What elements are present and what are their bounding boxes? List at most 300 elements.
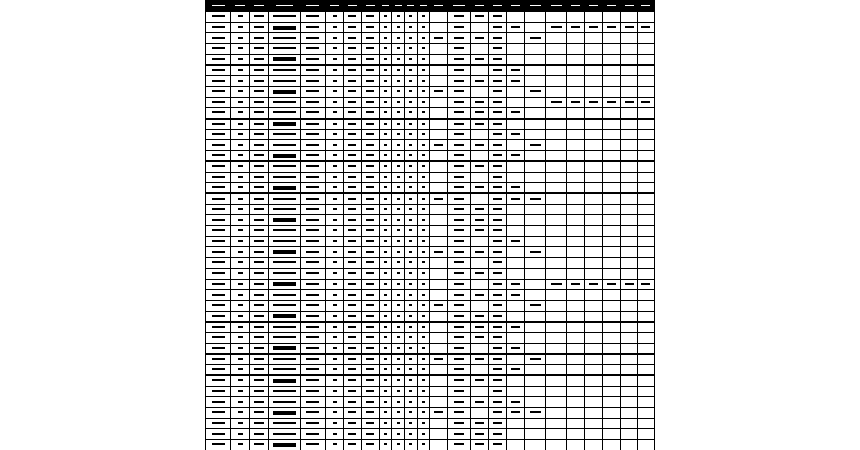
table-cell: [269, 86, 301, 97]
table-cell: [525, 193, 546, 204]
cell-text-mark: [409, 422, 412, 424]
table-cell: [250, 204, 269, 215]
table-cell: [405, 236, 418, 247]
cell-text-mark: [422, 133, 425, 135]
table-cell: [621, 418, 638, 429]
table-cell: [405, 429, 418, 440]
column-header: [471, 1, 489, 12]
table-cell: [405, 97, 418, 108]
cell-text-mark: [306, 69, 319, 71]
table-cell: [206, 193, 231, 204]
cell-text-mark: [348, 411, 356, 413]
cell-text-mark: [333, 347, 337, 349]
cell-text-mark: [384, 90, 387, 92]
table-cell: [344, 183, 362, 194]
table-cell: [621, 151, 638, 162]
cell-text-mark: [409, 326, 412, 328]
table-cell: [471, 140, 489, 151]
cell-text-mark: [384, 47, 387, 49]
cell-text-mark: [511, 401, 520, 403]
table-cell: [379, 65, 392, 76]
table-cell: [392, 311, 405, 322]
table-cell: [525, 397, 546, 408]
cell-text-mark: [333, 315, 337, 317]
cell-text-mark: [571, 283, 580, 285]
table-cell: [637, 54, 654, 65]
table-row: [206, 311, 655, 322]
cell-text-mark: [511, 347, 520, 349]
table-cell: [546, 290, 567, 301]
table-cell: [471, 386, 489, 397]
table-cell: [417, 354, 430, 365]
table-cell: [379, 279, 392, 290]
table-cell: [507, 161, 525, 172]
cell-text-mark: [366, 37, 374, 39]
table-row: [206, 268, 655, 279]
cell-text-mark: [409, 401, 412, 403]
cell-text-mark: [589, 26, 598, 28]
table-cell: [430, 375, 448, 386]
table-cell: [585, 204, 603, 215]
table-cell: [525, 161, 546, 172]
table-cell: [489, 429, 507, 440]
table-cell: [507, 54, 525, 65]
table-cell: [269, 183, 301, 194]
table-cell: [269, 226, 301, 237]
table-cell: [379, 333, 392, 344]
table-cell: [250, 44, 269, 55]
table-cell: [567, 97, 585, 108]
table-cell: [585, 418, 603, 429]
cell-text-mark: [333, 304, 337, 306]
cell-text-mark: [273, 122, 296, 126]
cell-text-mark: [511, 69, 520, 71]
table-cell: [250, 172, 269, 183]
table-cell: [637, 343, 654, 354]
table-cell: [430, 54, 448, 65]
table-cell: [489, 226, 507, 237]
cell-text-mark: [454, 401, 464, 403]
cell-text-mark: [348, 422, 356, 424]
table-cell: [344, 140, 362, 151]
table-cell: [300, 365, 325, 376]
table-cell: [489, 76, 507, 87]
cell-text-mark: [409, 186, 412, 188]
cell-text-mark: [422, 443, 425, 445]
table-cell: [361, 172, 379, 183]
table-cell: [231, 108, 250, 119]
table-cell: [392, 429, 405, 440]
table-cell: [471, 215, 489, 226]
table-cell: [405, 343, 418, 354]
table-cell: [417, 311, 430, 322]
table-cell: [379, 140, 392, 151]
header-text-mark: [511, 5, 520, 7]
table-cell: [603, 429, 621, 440]
table-cell: [405, 54, 418, 65]
table-cell: [525, 183, 546, 194]
table-cell: [525, 408, 546, 419]
table-cell: [567, 322, 585, 333]
cell-text-mark: [348, 58, 356, 60]
table-cell: [417, 247, 430, 258]
cell-text-mark: [348, 368, 356, 370]
cell-text-mark: [511, 80, 520, 82]
cell-text-mark: [333, 240, 337, 242]
cell-text-mark: [384, 208, 387, 210]
cell-text-mark: [306, 219, 319, 221]
table-cell: [250, 429, 269, 440]
table-cell: [361, 279, 379, 290]
cell-text-mark: [333, 219, 337, 221]
cell-text-mark: [273, 165, 296, 167]
table-cell: [525, 290, 546, 301]
table-cell: [621, 226, 638, 237]
table-cell: [430, 86, 448, 97]
cell-text-mark: [493, 69, 502, 71]
cell-text-mark: [306, 390, 319, 392]
table-cell: [585, 354, 603, 365]
table-cell: [361, 76, 379, 87]
table-cell: [585, 311, 603, 322]
cell-text-mark: [511, 198, 520, 200]
cell-text-mark: [409, 368, 412, 370]
table-cell: [326, 343, 344, 354]
cell-text-mark: [409, 111, 412, 113]
cell-text-mark: [384, 433, 387, 435]
table-cell: [430, 129, 448, 140]
cell-text-mark: [366, 443, 374, 445]
table-cell: [585, 65, 603, 76]
table-cell: [546, 375, 567, 386]
cell-text-mark: [454, 111, 464, 113]
cell-text-mark: [475, 37, 484, 39]
cell-text-mark: [306, 379, 319, 381]
table-cell: [471, 333, 489, 344]
table-cell: [585, 22, 603, 33]
cell-text-mark: [254, 58, 264, 60]
table-cell: [603, 97, 621, 108]
cell-text-mark: [397, 390, 400, 392]
table-cell: [392, 354, 405, 365]
cell-text-mark: [397, 133, 400, 135]
table-row: [206, 408, 655, 419]
cell-text-mark: [306, 101, 319, 103]
header-text-mark: [395, 5, 402, 7]
table-cell: [344, 22, 362, 33]
cell-text-mark: [273, 346, 296, 350]
cell-text-mark: [409, 443, 412, 445]
cell-text-mark: [306, 251, 319, 253]
table-cell: [361, 365, 379, 376]
table-cell: [326, 268, 344, 279]
table-cell: [489, 236, 507, 247]
table-cell: [326, 429, 344, 440]
table-cell: [379, 204, 392, 215]
table-cell: [300, 172, 325, 183]
cell-text-mark: [333, 26, 337, 28]
cell-text-mark: [475, 336, 484, 338]
table-cell: [405, 140, 418, 151]
cell-text-mark: [238, 90, 243, 92]
table-cell: [392, 397, 405, 408]
table-cell: [405, 151, 418, 162]
table-cell: [300, 418, 325, 429]
cell-text-mark: [333, 368, 337, 370]
cell-text-mark: [238, 401, 243, 403]
table-cell: [546, 172, 567, 183]
header-text-mark: [530, 5, 541, 7]
header-text-mark: [625, 5, 634, 7]
cell-text-mark: [422, 272, 425, 274]
cell-text-mark: [641, 101, 650, 103]
cell-text-mark: [384, 261, 387, 263]
table-cell: [525, 279, 546, 290]
cell-text-mark: [306, 368, 319, 370]
cell-text-mark: [434, 90, 443, 92]
table-cell: [603, 161, 621, 172]
table-cell: [621, 193, 638, 204]
cell-text-mark: [254, 123, 264, 125]
cell-text-mark: [348, 326, 356, 328]
cell-text-mark: [306, 240, 319, 242]
table-cell: [637, 333, 654, 344]
table-cell: [567, 408, 585, 419]
table-cell: [567, 193, 585, 204]
cell-text-mark: [333, 443, 337, 445]
table-cell: [489, 193, 507, 204]
table-cell: [585, 397, 603, 408]
cell-text-mark: [422, 144, 425, 146]
cell-text-mark: [212, 111, 225, 113]
cell-text-mark: [306, 144, 319, 146]
cell-text-mark: [306, 401, 319, 403]
table-cell: [269, 108, 301, 119]
cell-text-mark: [348, 176, 356, 178]
table-cell: [507, 408, 525, 419]
table-cell: [585, 300, 603, 311]
cell-text-mark: [454, 154, 464, 156]
cell-text-mark: [273, 294, 296, 296]
cell-text-mark: [493, 208, 502, 210]
cell-text-mark: [254, 198, 264, 200]
table-cell: [231, 193, 250, 204]
table-cell: [206, 161, 231, 172]
table-cell: [344, 279, 362, 290]
cell-text-mark: [366, 411, 374, 413]
table-cell: [546, 97, 567, 108]
cell-text-mark: [333, 208, 337, 210]
cell-text-mark: [493, 219, 502, 221]
table-cell: [405, 418, 418, 429]
cell-text-mark: [366, 294, 374, 296]
table-cell: [603, 44, 621, 55]
table-cell: [417, 343, 430, 354]
table-cell: [206, 76, 231, 87]
column-header: [379, 1, 392, 12]
table-cell: [567, 65, 585, 76]
table-cell: [430, 440, 448, 450]
table-cell: [637, 300, 654, 311]
table-cell: [603, 236, 621, 247]
table-cell: [269, 151, 301, 162]
table-cell: [326, 97, 344, 108]
cell-text-mark: [384, 379, 387, 381]
table-cell: [621, 397, 638, 408]
cell-text-mark: [366, 304, 374, 306]
header-text-mark: [571, 5, 580, 7]
table-cell: [621, 215, 638, 226]
table-cell: [405, 408, 418, 419]
table-row: [206, 76, 655, 87]
table-cell: [525, 333, 546, 344]
cell-text-mark: [348, 47, 356, 49]
cell-text-mark: [384, 390, 387, 392]
table-cell: [489, 86, 507, 97]
table-cell: [344, 97, 362, 108]
cell-text-mark: [397, 37, 400, 39]
table-cell: [379, 300, 392, 311]
table-cell: [300, 140, 325, 151]
cell-text-mark: [273, 144, 296, 146]
table-cell: [206, 65, 231, 76]
table-cell: [269, 397, 301, 408]
table-cell: [250, 300, 269, 311]
table-cell: [525, 365, 546, 376]
table-cell: [361, 54, 379, 65]
table-cell: [206, 172, 231, 183]
table-cell: [344, 204, 362, 215]
table-row: [206, 129, 655, 140]
cell-text-mark: [348, 37, 356, 39]
table-cell: [448, 226, 471, 237]
table-cell: [603, 33, 621, 44]
cell-text-mark: [306, 208, 319, 210]
table-cell: [405, 12, 418, 23]
table-cell: [637, 408, 654, 419]
cell-text-mark: [238, 176, 243, 178]
table-cell: [231, 354, 250, 365]
table-cell: [525, 54, 546, 65]
table-cell: [637, 279, 654, 290]
table-cell: [471, 236, 489, 247]
table-cell: [326, 129, 344, 140]
table-cell: [489, 22, 507, 33]
table-cell: [344, 12, 362, 23]
table-cell: [344, 440, 362, 450]
table-cell: [585, 247, 603, 258]
table-cell: [621, 429, 638, 440]
table-cell: [392, 151, 405, 162]
table-cell: [567, 343, 585, 354]
cell-text-mark: [384, 133, 387, 135]
table-cell: [567, 311, 585, 322]
table-cell: [489, 140, 507, 151]
table-cell: [250, 215, 269, 226]
cell-text-mark: [273, 250, 296, 254]
cell-text-mark: [475, 315, 484, 317]
table-cell: [231, 226, 250, 237]
table-cell: [489, 54, 507, 65]
cell-text-mark: [212, 336, 225, 338]
table-cell: [326, 440, 344, 450]
cell-text-mark: [212, 37, 225, 39]
table-cell: [567, 119, 585, 130]
cell-text-mark: [493, 58, 502, 60]
cell-text-mark: [397, 80, 400, 82]
table-cell: [417, 226, 430, 237]
table-cell: [507, 311, 525, 322]
cell-text-mark: [493, 15, 502, 17]
table-cell: [489, 440, 507, 450]
table-cell: [361, 193, 379, 204]
table-cell: [392, 365, 405, 376]
table-cell: [603, 397, 621, 408]
table-cell: [206, 54, 231, 65]
cell-text-mark: [384, 165, 387, 167]
table-cell: [405, 108, 418, 119]
table-cell: [379, 236, 392, 247]
cell-text-mark: [333, 251, 337, 253]
cell-text-mark: [366, 144, 374, 146]
table-cell: [344, 76, 362, 87]
cell-text-mark: [493, 47, 502, 49]
table-cell: [269, 290, 301, 301]
table-row: [206, 226, 655, 237]
table-cell: [405, 161, 418, 172]
cell-text-mark: [348, 294, 356, 296]
table-cell: [250, 247, 269, 258]
cell-text-mark: [511, 154, 520, 156]
table-cell: [471, 268, 489, 279]
table-cell: [448, 129, 471, 140]
cell-text-mark: [348, 154, 356, 156]
cell-text-mark: [493, 368, 502, 370]
cell-text-mark: [475, 111, 484, 113]
cell-text-mark: [454, 208, 464, 210]
table-cell: [567, 129, 585, 140]
cell-text-mark: [397, 336, 400, 338]
table-cell: [585, 76, 603, 87]
table-row: [206, 86, 655, 97]
table-cell: [430, 140, 448, 151]
table-cell: [361, 119, 379, 130]
table-cell: [417, 268, 430, 279]
table-cell: [300, 151, 325, 162]
column-header: [546, 1, 567, 12]
table-cell: [300, 247, 325, 258]
cell-text-mark: [333, 326, 337, 328]
table-row: [206, 354, 655, 365]
table-cell: [489, 418, 507, 429]
table-cell: [567, 300, 585, 311]
cell-text-mark: [333, 229, 337, 231]
cell-text-mark: [607, 101, 616, 103]
cell-text-mark: [238, 219, 243, 221]
cell-text-mark: [212, 69, 225, 71]
table-cell: [430, 365, 448, 376]
cell-text-mark: [454, 304, 464, 306]
cell-text-mark: [306, 304, 319, 306]
cell-text-mark: [254, 111, 264, 113]
table-cell: [361, 343, 379, 354]
table-cell: [489, 268, 507, 279]
cell-text-mark: [254, 101, 264, 103]
table-cell: [507, 183, 525, 194]
header-text-mark: [348, 5, 357, 7]
table-cell: [585, 333, 603, 344]
table-cell: [206, 119, 231, 130]
